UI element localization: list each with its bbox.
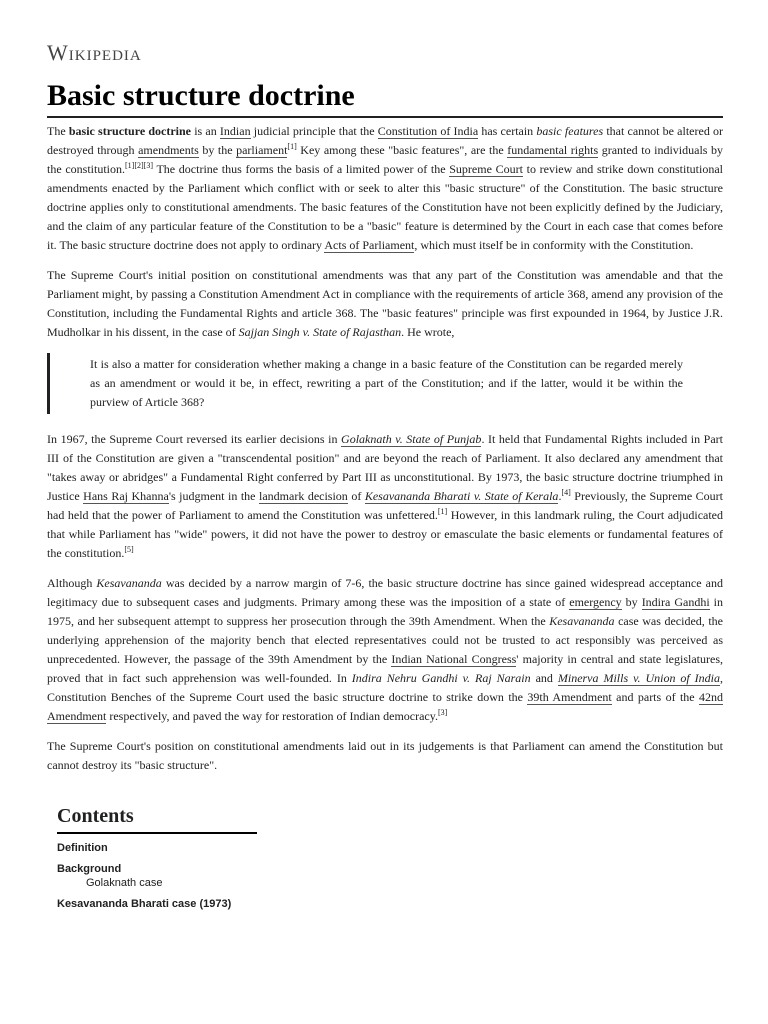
citation-ref[interactable]: [4] <box>561 488 571 497</box>
page-title: Basic structure doctrine <box>47 78 723 118</box>
wikipedia-logo[interactable]: Wikipedia <box>47 40 142 65</box>
bold-term: basic structure doctrine <box>68 124 191 138</box>
toc-item-background[interactable]: Background <box>57 863 122 875</box>
paragraph-intro: The basic structure doctrine is an Indian judicial principle that the Constitution of India has certain basic features that cannot be altered or destroyed through amendments by the parliament[1] Key among these "basic features", are the fundamental rights granted to individuals by the constitution.[1][2][3] The doctrine thus forms the basis of a limited power of the Supreme Court to review and strike down constitutional amendments enacted by the Parliament which conflict with or seek to alter this "basic structure" of the Constitution. The basic structure doctrine applies only to constitutional amendments. The basic features of the Constitution have not been explicitly defined by the Judiciary, and the claim of any particular feature of the Constitution to be a "basic" feature is determined by the Court in each case that comes before it. The basic structure doctrine does not apply to ordinary Acts of Parliament, which must itself be in conformity with the Constitution. <box>47 124 724 252</box>
link-39th-amendment[interactable]: 39th Amendment <box>527 690 612 704</box>
article-page <box>47 40 723 911</box>
citation-ref[interactable]: [1][2][3] <box>125 161 153 170</box>
link-42nd-amendment[interactable]: 42nd Amendment <box>47 690 724 723</box>
toc-list <box>57 841 257 911</box>
link-minerva-mills[interactable]: Minerva Mills v. Union of India <box>557 671 721 685</box>
link-acts-of-parliament[interactable]: Acts of Parliament <box>324 238 415 252</box>
link-constitution-of-india[interactable]: Constitution of India <box>377 124 479 138</box>
paragraph-initial-position: The Supreme Court's initial position on constitutional amendments was that any part of the Constitution was amendable and that the Parliament might, by passing a Constitution Amendment Act in compliance with the requirements of article 368, amend any provision of the Constitution, including the Fundamental Rights and article 368. The "basic features" principle was first expounded in 1964, by Justice J.R. Mudholkar in his dissent, in the case of Sajjan Singh v. State of Rajasthan. He wrote, <box>47 268 723 339</box>
citation-ref[interactable]: [5] <box>124 545 134 554</box>
paragraph-position: The Supreme Court's position on constitutional amendments laid out in its judgements is that Parliament can amend the Constitution but cannot destroy its "basic structure". <box>47 739 723 772</box>
link-parliament[interactable]: parliament <box>236 143 288 157</box>
link-fundamental-rights[interactable]: fundamental rights <box>507 143 599 157</box>
citation-ref[interactable]: [1] <box>437 507 448 516</box>
link-indian-national-congress[interactable]: Indian National Congress <box>391 652 517 666</box>
link-kesavananda[interactable]: Kesavananda Bharati v. State of Kerala <box>364 489 559 503</box>
link-landmark-decision[interactable]: landmark decision <box>259 489 348 503</box>
link-golaknath[interactable]: Golaknath v. State of Punjab <box>341 432 482 446</box>
toc-item-definition[interactable]: Definition <box>57 842 108 854</box>
toc-item-kesavananda-case[interactable]: Kesavananda Bharati case (1973) <box>57 898 232 910</box>
quote-block <box>47 353 723 414</box>
toc-item-golaknath-case[interactable]: Golaknath case <box>86 877 163 889</box>
link-indian[interactable]: Indian <box>219 124 251 138</box>
link-indira-gandhi[interactable]: Indira Gandhi <box>641 595 710 609</box>
quote-text: It is also a matter for consideration whether making a change in a basic feature of the Constitution can be regarded merely as an amendment or would it be, in effect, rewriting a part of the Constitution; and if the latter, would it be within the purview of Article 368? <box>90 357 683 409</box>
link-amendments[interactable]: amendments <box>138 143 199 157</box>
table-of-contents <box>57 805 257 911</box>
citation-ref[interactable]: [1] <box>287 142 297 151</box>
link-emergency[interactable]: emergency <box>569 595 622 609</box>
paragraph-golaknath: In 1967, the Supreme Court reversed its earlier decisions in Golaknath v. State of Punjab. It held that Fundamental Rights included in Part III of the Constitution are given a "transcendental position" and are beyond the reach of Parliament. It also declared any amendment that "takes away or abridges" a Fundamental Right conferred by Part III as unconstitutional. By 1973, the basic structure doctrine triumphed in Justice Hans Raj Khanna's judgment in the landmark decision of Kesavananda Bharati v. State of Kerala.[4] Previously, the Supreme Court had held that the power of Parliament to amend the Constitution was unfettered.[1] However, in this landmark ruling, the Court adjudicated that while Parliament has "wide" powers, it did not have the power to destroy or emasculate the basic elements or fundamental features of the constitution.[5] <box>47 432 724 560</box>
contents-heading: Contents <box>57 805 257 834</box>
paragraph-kesavananda-legacy: Although Kesavananda was decided by a narrow margin of 7-6, the basic structure doctrine has since gained widespread acceptance and legitimacy due to subsequent cases and judgments. Primary among these was the imposition of a state of emergency by Indira Gandhi in 1975, and her subsequent attempt to suppress her prosecution through the 39th Amendment. When the Kesavananda case was decided, the underlying apprehension of the majority bench that elected representatives could not be trusted to act responsibly was perceived as unprecedented. However, the passage of the 39th Amendment by the Indian National Congress' majority in central and state legislatures, proved that in fact such apprehension was well-founded. In Indira Nehru Gandhi v. Raj Narain and Minerva Mills v. Union of India, Constitution Benches of the Supreme Court used the basic structure doctrine to strike down the 39th Amendment and parts of the 42nd Amendment respectively, and paved the way for restoration of Indian democracy.[3] <box>47 576 724 723</box>
link-hans-raj-khanna[interactable]: Hans Raj Khanna <box>83 489 169 503</box>
case-name: Sajjan Singh v. State of Rajasthan <box>238 325 402 339</box>
link-supreme-court[interactable]: Supreme Court <box>449 162 523 176</box>
citation-ref[interactable]: [3] <box>437 708 448 717</box>
